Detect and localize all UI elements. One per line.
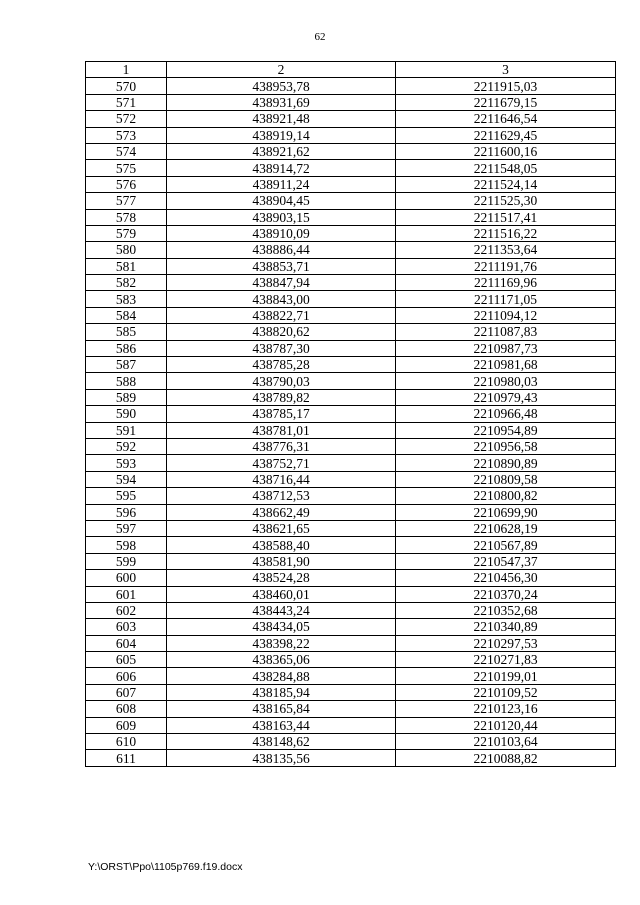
y-coordinate-cell: 2210800,82: [396, 488, 616, 504]
y-coordinate-cell: 2211600,16: [396, 143, 616, 159]
y-coordinate-cell: 2210547,37: [396, 553, 616, 569]
y-coordinate-cell: 2211517,41: [396, 209, 616, 225]
point-number-cell: 572: [86, 111, 167, 127]
y-coordinate-cell: 2210987,73: [396, 340, 616, 356]
point-number-cell: 596: [86, 504, 167, 520]
y-coordinate-cell: 2210103,64: [396, 734, 616, 750]
table-row: [86, 160, 616, 176]
x-coordinate-cell: 438781,01: [167, 422, 396, 438]
y-coordinate-cell: 2210567,89: [396, 537, 616, 553]
table-row: [86, 717, 616, 733]
point-number-cell: 577: [86, 193, 167, 209]
point-number-cell: 606: [86, 668, 167, 684]
table-row: [86, 340, 616, 356]
table-row: [86, 488, 616, 504]
y-coordinate-cell: 2210890,89: [396, 455, 616, 471]
point-number-cell: 610: [86, 734, 167, 750]
y-coordinate-cell: 2210199,01: [396, 668, 616, 684]
y-coordinate-cell: 2210979,43: [396, 389, 616, 405]
coordinates-table: [85, 61, 616, 767]
point-number-cell: 602: [86, 602, 167, 618]
x-coordinate-cell: 438621,65: [167, 520, 396, 536]
y-coordinate-cell: 2211915,03: [396, 78, 616, 94]
y-coordinate-cell: 2210120,44: [396, 717, 616, 733]
x-coordinate-cell: 438903,15: [167, 209, 396, 225]
table-row: [86, 471, 616, 487]
x-coordinate-cell: 438914,72: [167, 160, 396, 176]
point-number-cell: 573: [86, 127, 167, 143]
table-row: [86, 455, 616, 471]
table-row: [86, 176, 616, 192]
table-row: [86, 438, 616, 454]
x-coordinate-cell: 438921,62: [167, 143, 396, 159]
x-coordinate-cell: 438886,44: [167, 242, 396, 258]
table-row: [86, 537, 616, 553]
point-number-cell: 607: [86, 684, 167, 700]
point-number-cell: 570: [86, 78, 167, 94]
y-coordinate-cell: 2210297,53: [396, 635, 616, 651]
x-coordinate-cell: 438165,84: [167, 701, 396, 717]
y-coordinate-cell: 2211516,22: [396, 225, 616, 241]
x-coordinate-cell: 438581,90: [167, 553, 396, 569]
table-row: [86, 570, 616, 586]
x-coordinate-cell: 438919,14: [167, 127, 396, 143]
table-row: [86, 422, 616, 438]
point-number-cell: 592: [86, 438, 167, 454]
table-row: [86, 324, 616, 340]
y-coordinate-cell: 2211191,76: [396, 258, 616, 274]
point-number-cell: 597: [86, 520, 167, 536]
y-coordinate-cell: 2211169,96: [396, 275, 616, 291]
point-number-cell: 580: [86, 242, 167, 258]
x-coordinate-cell: 438588,40: [167, 537, 396, 553]
table-row: [86, 111, 616, 127]
table-row: [86, 668, 616, 684]
table-row: [86, 307, 616, 323]
table-row: [86, 127, 616, 143]
point-number-cell: 590: [86, 406, 167, 422]
x-coordinate-cell: 438822,71: [167, 307, 396, 323]
y-coordinate-cell: 2210271,83: [396, 652, 616, 668]
x-coordinate-cell: 438853,71: [167, 258, 396, 274]
point-number-cell: 585: [86, 324, 167, 340]
x-coordinate-cell: 438163,44: [167, 717, 396, 733]
x-coordinate-cell: 438931,69: [167, 94, 396, 110]
y-coordinate-cell: 2211525,30: [396, 193, 616, 209]
y-coordinate-cell: 2211524,14: [396, 176, 616, 192]
y-coordinate-cell: 2210699,90: [396, 504, 616, 520]
x-coordinate-cell: 438662,49: [167, 504, 396, 520]
point-number-cell: 604: [86, 635, 167, 651]
point-number-cell: 583: [86, 291, 167, 307]
header-col-1: 1: [86, 62, 167, 78]
table-row: [86, 619, 616, 635]
x-coordinate-cell: 438847,94: [167, 275, 396, 291]
x-coordinate-cell: 438843,00: [167, 291, 396, 307]
x-coordinate-cell: 438365,06: [167, 652, 396, 668]
point-number-cell: 586: [86, 340, 167, 356]
table-row: [86, 734, 616, 750]
x-coordinate-cell: 438443,24: [167, 602, 396, 618]
x-coordinate-cell: 438148,62: [167, 734, 396, 750]
y-coordinate-cell: 2211646,54: [396, 111, 616, 127]
y-coordinate-cell: 2210981,68: [396, 357, 616, 373]
point-number-cell: 600: [86, 570, 167, 586]
table-row: [86, 373, 616, 389]
x-coordinate-cell: 438776,31: [167, 438, 396, 454]
table-row: [86, 291, 616, 307]
table-row: [86, 701, 616, 717]
table-row: [86, 275, 616, 291]
point-number-cell: 575: [86, 160, 167, 176]
x-coordinate-cell: 438904,45: [167, 193, 396, 209]
table-row: [86, 553, 616, 569]
table-row: [86, 602, 616, 618]
table-row: [86, 143, 616, 159]
x-coordinate-cell: 438434,05: [167, 619, 396, 635]
y-coordinate-cell: 2210456,30: [396, 570, 616, 586]
x-coordinate-cell: 438135,56: [167, 750, 396, 766]
header-col-3: 3: [396, 62, 616, 78]
table-row: [86, 78, 616, 94]
y-coordinate-cell: 2210956,58: [396, 438, 616, 454]
y-coordinate-cell: 2211171,05: [396, 291, 616, 307]
header-row: [86, 62, 616, 78]
point-number-cell: 605: [86, 652, 167, 668]
x-coordinate-cell: 438524,28: [167, 570, 396, 586]
y-coordinate-cell: 2211548,05: [396, 160, 616, 176]
x-coordinate-cell: 438398,22: [167, 635, 396, 651]
point-number-cell: 603: [86, 619, 167, 635]
point-number-cell: 593: [86, 455, 167, 471]
point-number-cell: 588: [86, 373, 167, 389]
x-coordinate-cell: 438712,53: [167, 488, 396, 504]
table-row: [86, 586, 616, 602]
x-coordinate-cell: 438921,48: [167, 111, 396, 127]
point-number-cell: 599: [86, 553, 167, 569]
x-coordinate-cell: 438752,71: [167, 455, 396, 471]
table-header: [86, 62, 616, 78]
x-coordinate-cell: 438785,28: [167, 357, 396, 373]
y-coordinate-cell: 2210109,52: [396, 684, 616, 700]
point-number-cell: 594: [86, 471, 167, 487]
y-coordinate-cell: 2210954,89: [396, 422, 616, 438]
x-coordinate-cell: 438910,09: [167, 225, 396, 241]
x-coordinate-cell: 438185,94: [167, 684, 396, 700]
table-row: [86, 389, 616, 405]
point-number-cell: 608: [86, 701, 167, 717]
y-coordinate-cell: 2211094,12: [396, 307, 616, 323]
y-coordinate-cell: 2210980,03: [396, 373, 616, 389]
y-coordinate-cell: 2210370,24: [396, 586, 616, 602]
point-number-cell: 584: [86, 307, 167, 323]
table-row: [86, 193, 616, 209]
point-number-cell: 571: [86, 94, 167, 110]
y-coordinate-cell: 2210123,16: [396, 701, 616, 717]
table-row: [86, 750, 616, 766]
point-number-cell: 579: [86, 225, 167, 241]
table-row: [86, 520, 616, 536]
point-number-cell: 598: [86, 537, 167, 553]
point-number-cell: 591: [86, 422, 167, 438]
x-coordinate-cell: 438284,88: [167, 668, 396, 684]
table-row: [86, 357, 616, 373]
footer-file-path: Y:\ORST\Ppo\1105p769.f19.docx: [88, 861, 243, 873]
point-number-cell: 581: [86, 258, 167, 274]
x-coordinate-cell: 438790,03: [167, 373, 396, 389]
point-number-cell: 589: [86, 389, 167, 405]
x-coordinate-cell: 438911,24: [167, 176, 396, 192]
table-row: [86, 504, 616, 520]
table-row: [86, 225, 616, 241]
point-number-cell: 587: [86, 357, 167, 373]
point-number-cell: 574: [86, 143, 167, 159]
point-number-cell: 609: [86, 717, 167, 733]
table-row: [86, 258, 616, 274]
x-coordinate-cell: 438716,44: [167, 471, 396, 487]
header-col-2: 2: [167, 62, 396, 78]
y-coordinate-cell: 2211629,45: [396, 127, 616, 143]
point-number-cell: 601: [86, 586, 167, 602]
table-row: [86, 242, 616, 258]
y-coordinate-cell: 2210809,58: [396, 471, 616, 487]
table-row: [86, 635, 616, 651]
y-coordinate-cell: 2211087,83: [396, 324, 616, 340]
x-coordinate-cell: 438460,01: [167, 586, 396, 602]
x-coordinate-cell: 438820,62: [167, 324, 396, 340]
table-row: [86, 209, 616, 225]
x-coordinate-cell: 438789,82: [167, 389, 396, 405]
point-number-cell: 576: [86, 176, 167, 192]
table-row: [86, 652, 616, 668]
point-number-cell: 611: [86, 750, 167, 766]
y-coordinate-cell: 2210966,48: [396, 406, 616, 422]
y-coordinate-cell: 2210340,89: [396, 619, 616, 635]
x-coordinate-cell: 438785,17: [167, 406, 396, 422]
point-number-cell: 578: [86, 209, 167, 225]
y-coordinate-cell: 2211353,64: [396, 242, 616, 258]
point-number-cell: 595: [86, 488, 167, 504]
table-row: [86, 684, 616, 700]
y-coordinate-cell: 2211679,15: [396, 94, 616, 110]
y-coordinate-cell: 2210628,19: [396, 520, 616, 536]
y-coordinate-cell: 2210352,68: [396, 602, 616, 618]
table-row: [86, 406, 616, 422]
y-coordinate-cell: 2210088,82: [396, 750, 616, 766]
point-number-cell: 582: [86, 275, 167, 291]
x-coordinate-cell: 438953,78: [167, 78, 396, 94]
table-body: [86, 78, 616, 766]
page-number: 62: [314, 31, 326, 43]
x-coordinate-cell: 438787,30: [167, 340, 396, 356]
table-row: [86, 94, 616, 110]
